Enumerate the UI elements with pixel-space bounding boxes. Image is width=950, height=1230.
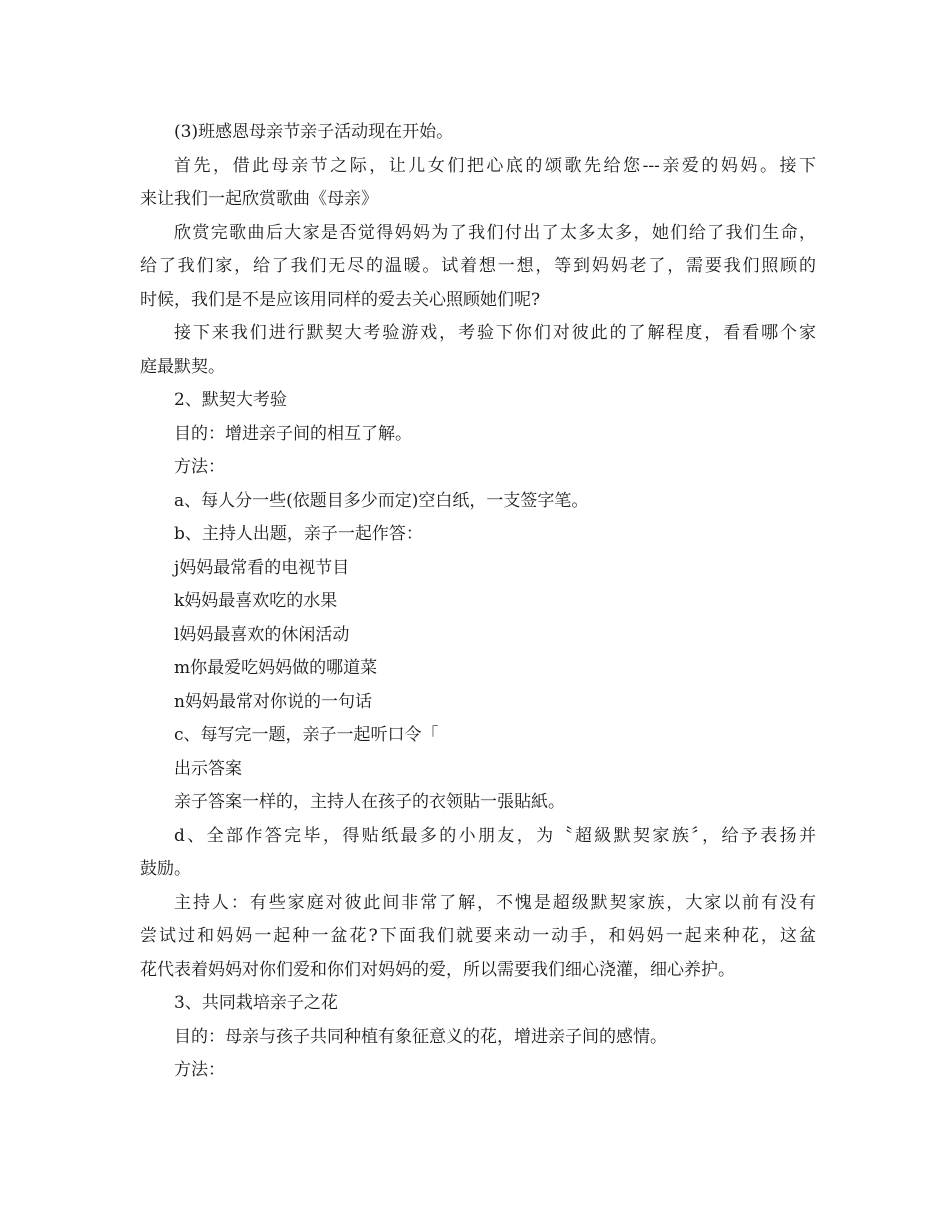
paragraph-line: 方法： bbox=[174, 1060, 225, 1080]
paragraph-line: 首先，借此母亲节之际，让儿女们把心底的颂歌先给您---亲爱的妈妈。接下 bbox=[174, 155, 816, 176]
list-item: a、每人分一些(依题目多少而定)空白纸，一支签字笔。 bbox=[174, 490, 589, 511]
list-item: j妈妈最常看的电视节目 bbox=[174, 557, 350, 578]
paragraph-line: 给了我们家，给了我们无尽的温暖。试着想一想，等到妈妈老了，需要我们照顾的 bbox=[140, 256, 816, 276]
list-item: b、主持人出题，亲子一起作答： bbox=[174, 524, 423, 544]
paragraph-line: 鼓励。 bbox=[140, 859, 191, 879]
paragraph-line: 接下来我们进行默契大考验游戏，考验下你们对彼此的了解程度，看看哪个家 bbox=[174, 323, 816, 343]
paragraph-line: 亲子答案一样的，主持人在孩子的衣领貼一張貼紙。 bbox=[174, 792, 565, 812]
paragraph-line: 出示答案 bbox=[174, 758, 242, 779]
paragraph-line: 方法： bbox=[174, 457, 225, 477]
paragraph-line: 来让我们一起欣赏歌曲《母亲》 bbox=[140, 189, 378, 209]
list-item: c、每写完一题，亲子一起听口令「 bbox=[174, 725, 439, 745]
paragraph-line: (3)班感恩母亲节亲子活动现在开始。 bbox=[174, 122, 454, 142]
list-item: n妈妈最常对你说的一句话 bbox=[174, 691, 372, 712]
paragraph-line: 庭最默契。 bbox=[140, 356, 225, 377]
list-item: l妈妈最喜欢的休闲活动 bbox=[174, 624, 350, 645]
paragraph-line: 主持人：有些家庭对彼此间非常了解，不愧是超级默契家族，大家以前有没有 bbox=[174, 892, 816, 913]
paragraph-line: 目的：母亲与孩子共同种植有象征意义的花，增进亲子间的感情。 bbox=[174, 1026, 667, 1047]
paragraph-line: 花代表着妈妈对你们爱和你们对妈妈的爱，所以需要我们细心浇灌，细心养护。 bbox=[140, 959, 735, 980]
paragraph-line: 欣赏完歌曲后大家是否觉得妈妈为了我们付出了太多太多，她们给了我们生命， bbox=[174, 222, 816, 243]
paragraph-line: 尝试过和妈妈一起种一盆花?下面我们就要来动一动手，和妈妈一起来种花，这盆 bbox=[140, 926, 816, 946]
paragraph-line: 目的：增进亲子间的相互了解。 bbox=[174, 423, 412, 444]
section-heading: 2、默契大考验 bbox=[174, 390, 287, 410]
list-item: m你最爱吃妈妈做的哪道菜 bbox=[174, 658, 378, 678]
section-heading: 3、共同栽培亲子之花 bbox=[174, 993, 338, 1013]
document-body bbox=[140, 116, 816, 1088]
paragraph-line: 时候，我们是不是应该用同样的爱去关心照顾她们呢? bbox=[140, 289, 541, 310]
list-item: k妈妈最喜欢吃的水果 bbox=[174, 591, 338, 611]
list-item: d、全部作答完毕，得贴纸最多的小朋友，为〝超級默契家族〞，给予表扬并 bbox=[174, 825, 816, 846]
